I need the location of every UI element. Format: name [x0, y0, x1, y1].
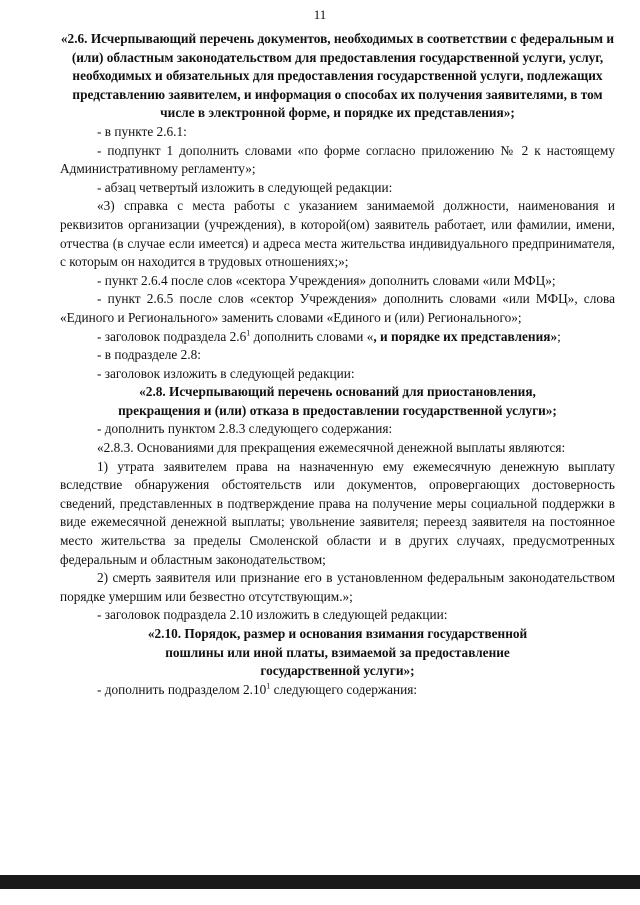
bold-run: , и порядке их представления»: [373, 328, 558, 344]
paragraph: - подпункт 1 дополнить словами «по форме согласно приложению № 2 к настоящему Административному регламенту»;: [60, 142, 615, 177]
section-heading-2-6: «2.6. Исчерпывающий перечень документов, необходимых в соответствии с федеральным и (или) областным законодательством для предоставления государственной услуги, услуг, необходимых и обязательных для предоставления государственной услуги, подлежащих представлению заявителем, и информация о способах их получения заявителями, в том числе в электронной форме, и порядке их представления»;: [60, 31, 615, 121]
text-run: - дополнить подразделом 2.10: [97, 681, 267, 697]
paragraph: [60, 681, 615, 700]
superscript: 1: [246, 328, 251, 338]
text-run: - заголовок подраздела 2.6: [97, 328, 247, 344]
paragraph: - в пункте 2.6.1:: [97, 123, 187, 139]
paragraph: 2) смерть заявителя или признание его в установленном федеральным законодательством порядке умершим или безвестно отсутствующим.»;: [60, 570, 615, 604]
superscript: 1: [266, 681, 271, 691]
paragraph: - заголовок изложить в следующей редакции:: [97, 365, 355, 381]
paragraph: - дополнить пунктом 2.8.3 следующего содержания:: [97, 421, 393, 437]
paragraph: «2.8.3. Основаниями для прекращения ежемесячной денежной выплаты являются:: [97, 440, 566, 456]
text-run: следующего содержания:: [270, 681, 418, 697]
section-heading-2-8: «2.8. Исчерпывающий перечень оснований для приостановления, прекращения и (или) отказа в предоставлении государственной услуги»;: [118, 384, 557, 418]
paragraph: 1) утрата заявителем права на назначенную ему ежемесячную денежную выплату вследствие обнаружения обстоятельств или документов, опровергающих достоверность сведений, представленных в подтверждение права на получение меры социальной поддержки в виде ежемесячной денежной выплаты; увольнение заявителя; переезд заявителя на постоянное место жительства за пределы Смоленской области и в других случаях, предусмотренных федеральным и областным законодательством;: [60, 458, 615, 567]
paragraph: - пункт 2.6.5 после слов «сектор Учреждения» дополнить словами «или МФЦ», слова «Единого и Регионального» заменить словами «Единого и (или) Регионального»;: [60, 291, 615, 325]
paragraph: - заголовок подраздела 2.10 изложить в следующей редакции:: [97, 607, 448, 623]
paragraph: - абзац четвертый изложить в следующей редакции:: [97, 179, 393, 195]
page-number: 11: [313, 7, 327, 22]
document-body: [60, 30, 615, 699]
bottom-scan-border: [0, 875, 640, 889]
paragraph: - в подразделе 2.8:: [97, 347, 201, 363]
text-run: ;: [557, 328, 561, 344]
paragraph: «3) справка с места работы с указанием занимаемой должности, наименования и реквизитов организации (учреждения), в которой(ом) заявитель работает, или фамилии, имени, отчества (в случае если имеется) и адреса места жительства индивидуального предпринимателя, с которым он находится в трудовых отношениях;»;: [60, 198, 615, 270]
section-heading-2-10: «2.10. Порядок, размер и основания взимания государственной пошлины или иной платы, взимаемой за предоставление государственной услуги»;: [147, 626, 528, 679]
text-run: дополнить словами «: [250, 328, 374, 344]
paragraph: [60, 328, 615, 347]
paragraph: - пункт 2.6.4 после слов «сектора Учреждения» дополнить словами «или МФЦ»;: [97, 272, 556, 288]
